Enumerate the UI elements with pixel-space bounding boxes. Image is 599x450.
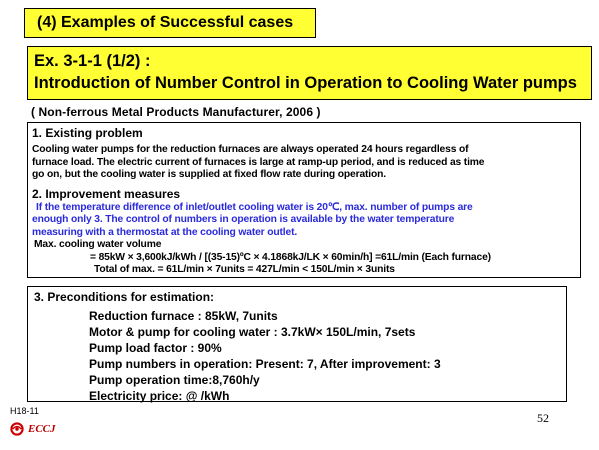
condition-item: Electricity price: @ /kWh xyxy=(89,389,230,403)
footer-code: H18-11 xyxy=(10,406,39,416)
condition-item: Pump numbers in operation: Present: 7, After improvement: 3 xyxy=(89,357,441,371)
calc-line-2: Total of max. = 61L/min × 7units = 427L/min < 150L/min × 3units xyxy=(94,264,395,275)
improvement-line: measuring with a thermostat at the cooling water outlet. xyxy=(32,226,298,238)
example-title: Introduction of Number Control in Operation to Cooling Water pumps xyxy=(34,74,577,92)
condition-item: Motor & pump for cooling water : 3.7kW× 150L/min, 7sets xyxy=(89,325,416,339)
improvement-line: If the temperature difference of inlet/outlet cooling water is 20℃, max. number of pumps are xyxy=(36,201,473,213)
improvement-heading: 2. Improvement measures xyxy=(32,186,181,201)
section-header xyxy=(24,8,316,38)
improvement-line: enough only 3. The control of numbers in operation is available by the water temperature xyxy=(32,214,455,225)
problem-line: furnace load. The electric current of furnaces is large at ramp-up period, and is reduced as time xyxy=(32,156,485,168)
conditions-box xyxy=(27,286,567,402)
example-title-box xyxy=(27,46,592,100)
logo-text: ECCJ xyxy=(28,423,56,435)
volume-label: Max. cooling water volume xyxy=(34,239,162,250)
condition-item: Pump operation time:8,760h/y xyxy=(89,373,260,387)
conditions-heading: 3. Preconditions for estimation: xyxy=(34,290,215,304)
condition-item: Pump load factor : 90% xyxy=(89,341,222,355)
subtitle: ( Non-ferrous Metal Products Manufacturer, 2006 ) xyxy=(31,105,321,119)
problem-line: go on, but the cooling water is supplied at fixed flow rate during operation. xyxy=(32,169,387,180)
calc-line-1: = 85kW × 3,600kJ/kWh / [(35-15)ºC × 4.1868kJ/LK × 60min/h] =61L/min (Each furnace) xyxy=(90,251,491,263)
condition-item: Reduction furnace : 85kW, 7units xyxy=(89,309,278,323)
section-header-text: (4) Examples of Successful cases xyxy=(37,14,294,31)
page-number: 52 xyxy=(537,411,549,425)
eccj-logo xyxy=(10,422,56,436)
problem-box xyxy=(27,122,581,278)
eccj-logo-icon xyxy=(10,422,24,436)
problem-heading: 1. Existing problem xyxy=(32,126,143,140)
problem-line: Cooling water pumps for the reduction furnaces are always operated 24 hours regardless of xyxy=(32,144,469,155)
example-number: Ex. 3-1-1 (1/2) : xyxy=(34,52,151,70)
